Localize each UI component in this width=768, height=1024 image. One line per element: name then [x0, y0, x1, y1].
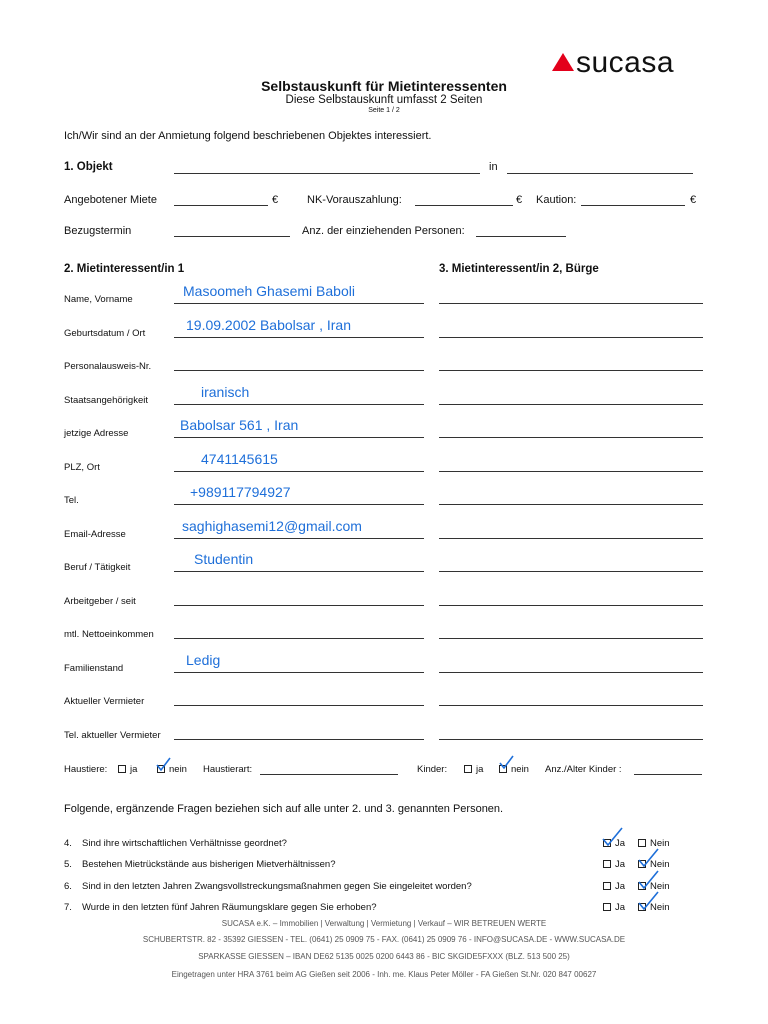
applicant2-field-line[interactable]: [439, 538, 703, 539]
nk-label: NK-Vorauszahlung:: [307, 194, 402, 206]
objekt-in-label: in: [489, 161, 498, 173]
applicant2-field-line[interactable]: [439, 672, 703, 673]
applicant1-field-value[interactable]: Babolsar 561 , Iran: [180, 417, 299, 433]
answer-ja-checkbox[interactable]: [603, 882, 611, 890]
kids-age-label: Anz./Alter Kinder :: [545, 764, 622, 775]
field-label: Personalausweis-Nr.: [64, 361, 152, 372]
answer-ja-option[interactable]: [603, 881, 625, 892]
kaution-label: Kaution:: [536, 194, 577, 206]
section2-heading: 2. Mietinteressent/in 1: [64, 263, 185, 275]
pets-label: Haustiere:: [64, 764, 108, 775]
applicant2-field-line[interactable]: [439, 705, 703, 706]
answer-ja-label: Ja: [615, 859, 626, 870]
applicant1-field-line[interactable]: [174, 739, 424, 740]
miete-label: Angebotener Miete: [64, 194, 157, 206]
applicant1-field-line[interactable]: [174, 605, 424, 606]
answer-ja-label: Ja: [615, 902, 626, 913]
applicant1-field-line[interactable]: [174, 337, 424, 338]
kids-age-line[interactable]: [634, 774, 702, 775]
field-label: PLZ, Ort: [64, 462, 100, 473]
miete-euro: €: [272, 194, 279, 206]
applicant1-field-line[interactable]: [174, 705, 424, 706]
field-label: mtl. Nettoeinkommen: [64, 629, 154, 640]
intro-text: Ich/Wir sind an der Anmietung folgend beschriebenen Objektes interessiert.: [64, 130, 432, 142]
field-label: Tel.: [64, 495, 79, 506]
question-number: 7.: [64, 902, 72, 913]
kids-nein-option[interactable]: nein: [499, 764, 529, 775]
field-label: Beruf / Tätigkeit: [64, 562, 131, 573]
field-label: Tel. aktueller Vermieter: [64, 730, 161, 741]
applicant1-field-value[interactable]: +989117794927: [190, 484, 291, 500]
applicant2-field-line[interactable]: [439, 370, 703, 371]
applicant2-field-line[interactable]: [439, 303, 703, 304]
applicant2-field-line[interactable]: [439, 571, 703, 572]
question-number: 5.: [64, 859, 72, 870]
field-label: Familienstand: [64, 663, 124, 674]
applicant1-field-line[interactable]: [174, 638, 424, 639]
haustierart-label: Haustierart:: [203, 764, 253, 775]
document-title: Selbstauskunft für Mietinteressenten: [261, 78, 507, 94]
applicant2-field-line[interactable]: [439, 504, 703, 505]
question-text: Wurde in den letzten fünf Jahren Räumungsklare gegen Sie erhoben?: [82, 902, 377, 913]
applicant2-field-line[interactable]: [439, 638, 703, 639]
question-text: Sind in den letzten Jahren Zwangsvollstreckungsmaßnahmen gegen Sie eingeleitet worden?: [82, 881, 472, 892]
nk-euro: €: [516, 194, 523, 206]
sucasa-logo: sucasa: [552, 46, 674, 80]
personen-label: Anz. der einziehenden Personen:: [302, 225, 465, 237]
field-label: Arbeitgeber / seit: [64, 596, 136, 607]
answer-ja-checkbox[interactable]: [603, 903, 611, 911]
field-label: Email-Adresse: [64, 529, 126, 540]
question-text: Sind ihre wirtschaftlichen Verhältnisse geordnet?: [82, 838, 287, 849]
answer-ja-label: Ja: [615, 838, 626, 849]
applicant1-field-value[interactable]: 19.09.2002 Babolsar , Iran: [186, 317, 352, 333]
kids-label: Kinder:: [417, 764, 448, 775]
applicant1-field-value[interactable]: iranisch: [201, 384, 250, 400]
answer-nein-label: Nein: [650, 902, 670, 913]
applicant1-field-line[interactable]: [174, 404, 424, 405]
applicant1-field-line[interactable]: [174, 672, 424, 673]
answer-ja-option[interactable]: [603, 859, 625, 870]
applicant1-field-value[interactable]: saghighasemi12@gmail.com: [182, 518, 362, 534]
footer-address: SCHUBERTSTR. 82 - 35392 GIESSEN - TEL. (0641) 25 0909 75 - FAX. (0641) 25 0909 76 - INFO@SUCASA.DE - WWW.SUCASA.DE: [142, 935, 626, 944]
applicant1-field-line[interactable]: [174, 370, 424, 371]
question-number: 6.: [64, 881, 72, 892]
objekt-ort-line[interactable]: [507, 173, 693, 174]
bezug-label: Bezugstermin: [64, 225, 132, 237]
applicant2-field-line[interactable]: [439, 404, 703, 405]
kaution-euro: €: [690, 194, 697, 206]
applicant1-field-line[interactable]: [174, 504, 424, 505]
footer-company: SUCASA e.K. – Immobilien | Verwaltung | Vermietung | Verkauf – WIR BETREUEN WERTE: [221, 919, 547, 928]
pets-nein-option[interactable]: nein: [157, 764, 187, 775]
pets-ja-option[interactable]: ja: [118, 764, 137, 775]
answer-nein-checkbox[interactable]: [638, 839, 646, 847]
applicant1-field-line[interactable]: [174, 471, 424, 472]
pets-nein-check-icon: [155, 756, 171, 772]
field-label: Geburtsdatum / Ort: [64, 328, 146, 339]
answer-check-icon: [636, 890, 660, 910]
pets-ja-checkbox[interactable]: [118, 765, 126, 773]
answer-check-icon: [600, 826, 624, 846]
applicant2-field-line[interactable]: [439, 739, 703, 740]
kids-nein-check-icon: [498, 754, 514, 770]
nk-line[interactable]: [415, 205, 513, 206]
applicant2-field-line[interactable]: [439, 471, 703, 472]
bezug-line[interactable]: [174, 236, 290, 237]
applicant2-field-line[interactable]: [439, 437, 703, 438]
objekt-heading: 1. Objekt: [64, 161, 113, 173]
kids-ja-checkbox[interactable]: [464, 765, 472, 773]
questions-intro: Folgende, ergänzende Fragen beziehen sich auf alle unter 2. und 3. genannten Personen.: [64, 803, 504, 815]
applicant1-field-line[interactable]: [174, 538, 424, 539]
applicant2-field-line[interactable]: [439, 605, 703, 606]
answer-nein-label: Nein: [650, 838, 670, 849]
document-subtitle: Diese Selbstauskunft umfasst 2 Seiten: [285, 94, 483, 106]
applicant1-field-value[interactable]: Masoomeh Ghasemi Baboli: [183, 283, 355, 299]
applicant1-field-value[interactable]: Studentin: [194, 551, 254, 567]
field-label: Name, Vorname: [64, 294, 133, 305]
applicant1-field-line[interactable]: [174, 437, 424, 438]
page-number: Seite 1 / 2: [368, 107, 400, 114]
field-label: jetzige Adresse: [64, 428, 129, 439]
answer-check-icon: [636, 847, 660, 867]
question-number: 4.: [64, 838, 72, 849]
footer-registry: Eingetragen unter HRA 3761 beim AG Gießen seit 2006 - Inh. me. Klaus Peter Möller - FA Gießen St.Nr. 020 847 00627: [171, 970, 597, 979]
personen-line[interactable]: [476, 236, 566, 237]
field-label: Staatsangehörigkeit: [64, 395, 148, 406]
logo-triangle-icon: [552, 53, 574, 71]
miete-line[interactable]: [174, 205, 268, 206]
answer-ja-label: Ja: [615, 881, 626, 892]
answer-nein-label: Nein: [650, 881, 670, 892]
applicant1-field-value[interactable]: 4741145615: [201, 451, 278, 467]
objekt-line[interactable]: [174, 173, 480, 174]
haustierart-line[interactable]: [260, 774, 398, 775]
applicant2-field-line[interactable]: [439, 337, 703, 338]
applicant1-field-value[interactable]: Ledig: [186, 652, 221, 668]
answer-nein-label: Nein: [650, 859, 670, 870]
answer-ja-checkbox[interactable]: [603, 860, 611, 868]
footer-bank: SPARKASSE GIESSEN – IBAN DE62 5135 0025 0200 6443 86 - BIC SKGIDE5FXXX (BLZ. 513 500 25): [198, 952, 570, 961]
field-label: Aktueller Vermieter: [64, 696, 145, 707]
kids-ja-option[interactable]: ja: [464, 764, 483, 775]
kaution-line[interactable]: [581, 205, 685, 206]
question-text: Bestehen Mietrückstände aus bisherigen Mietverhältnissen?: [82, 859, 336, 870]
section3-heading: 3. Mietinteressent/in 2, Bürge: [439, 263, 599, 275]
applicant1-field-line[interactable]: [174, 303, 424, 304]
answer-ja-option[interactable]: [603, 902, 625, 913]
answer-check-icon: [636, 869, 660, 889]
applicant1-field-line[interactable]: [174, 571, 424, 572]
